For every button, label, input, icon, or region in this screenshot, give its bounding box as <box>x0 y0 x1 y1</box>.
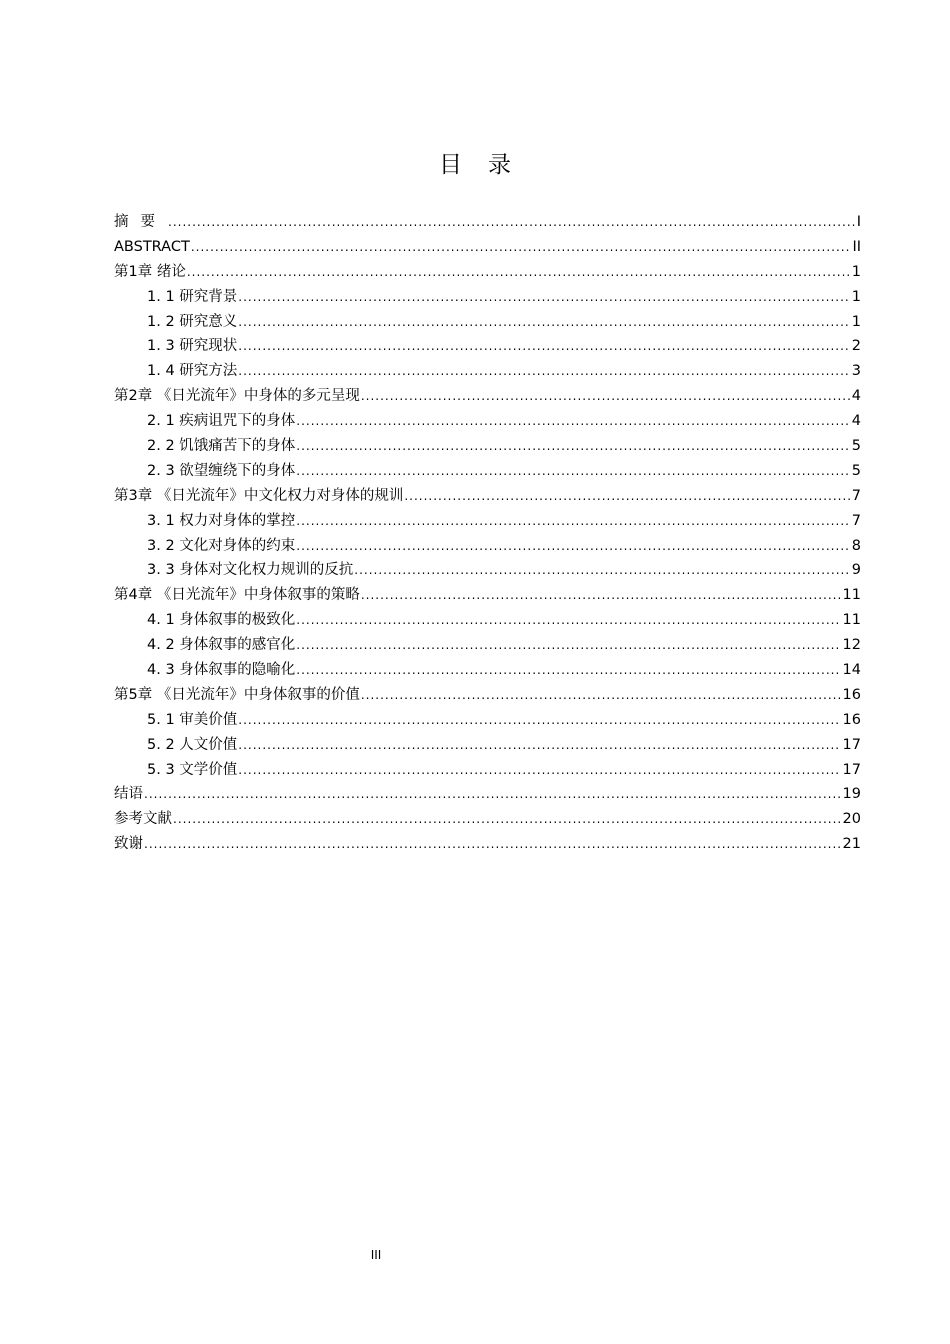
page-title: 目录 <box>439 152 537 178</box>
toc-dot-leader <box>296 409 849 434</box>
toc-dot-leader <box>296 608 840 633</box>
toc-entry[interactable] <box>114 683 861 708</box>
toc-entry-page: 8 <box>851 537 861 554</box>
toc-entry[interactable] <box>114 285 861 310</box>
toc-entry[interactable] <box>114 583 861 608</box>
toc-entry-label: 5. 1 审美价值 <box>147 711 238 728</box>
toc-dot-leader <box>144 782 841 807</box>
toc-dot-leader <box>296 658 840 683</box>
toc-entry[interactable] <box>114 310 861 335</box>
toc-dot-leader <box>168 210 855 235</box>
toc-entry-page: 19 <box>842 786 861 803</box>
toc-dot-leader <box>238 733 840 758</box>
toc-entry[interactable] <box>114 558 861 583</box>
toc-dot-leader <box>238 310 849 335</box>
toc-entry-page: 14 <box>842 662 861 679</box>
toc-dot-leader <box>296 534 849 559</box>
toc-entry-page: 5 <box>851 438 861 455</box>
toc-entry-page: 3 <box>851 363 861 380</box>
toc-dot-leader <box>296 459 849 484</box>
toc-entry[interactable] <box>114 733 861 758</box>
toc-entry[interactable] <box>114 484 861 509</box>
toc-entry-page: 1 <box>851 313 861 330</box>
toc-entry-page: 20 <box>842 811 861 828</box>
toc-entry-label: 致谢 <box>114 836 143 853</box>
toc-dot-leader <box>404 484 849 509</box>
toc-entry[interactable] <box>114 409 861 434</box>
toc-dot-leader <box>144 832 841 857</box>
toc-dot-leader <box>296 434 849 459</box>
toc-entry[interactable] <box>114 708 861 733</box>
toc-entry-page: 17 <box>842 736 861 753</box>
toc-entry-label: 5. 2 人文价值 <box>147 736 238 753</box>
toc-entry[interactable] <box>114 832 861 857</box>
toc-entry-label: 1. 1 研究背景 <box>147 288 238 305</box>
toc-entry-label: 第1章 绪论 <box>114 263 186 280</box>
toc-dot-leader <box>361 583 841 608</box>
toc-entry[interactable] <box>114 608 861 633</box>
toc-dot-leader <box>173 807 841 832</box>
toc-entry-label: 第2章 《日光流年》中身体的多元呈现 <box>114 388 360 405</box>
toc-dot-leader <box>354 558 849 583</box>
toc-entry-label: ABSTRACT <box>114 238 190 255</box>
toc-dot-leader <box>238 334 849 359</box>
toc-entry[interactable] <box>114 459 861 484</box>
toc-dot-leader <box>187 260 850 285</box>
toc-entry-page: 11 <box>842 612 861 629</box>
toc-dot-leader <box>238 758 840 783</box>
toc-entry-page: 17 <box>842 761 861 778</box>
toc-entry[interactable] <box>114 658 861 683</box>
toc-entry-page: 1 <box>851 288 861 305</box>
toc-entry[interactable] <box>114 534 861 559</box>
toc-entry[interactable] <box>114 235 861 260</box>
toc-entry[interactable] <box>114 210 861 235</box>
toc-entry-label: 3. 3 身体对文化权力规训的反抗 <box>147 562 354 579</box>
table-of-contents <box>114 210 861 857</box>
toc-entry[interactable] <box>114 758 861 783</box>
toc-dot-leader <box>361 384 850 409</box>
toc-dot-leader <box>238 708 840 733</box>
toc-entry-label: 摘要 <box>114 214 167 230</box>
toc-entry[interactable] <box>114 633 861 658</box>
toc-entry-page: 16 <box>842 686 861 703</box>
toc-entry[interactable] <box>114 509 861 534</box>
toc-entry-label: 4. 3 身体叙事的隐喻化 <box>147 662 296 679</box>
toc-entry-page: 11 <box>842 587 861 604</box>
toc-entry-page: II <box>852 238 861 255</box>
toc-dot-leader <box>296 633 840 658</box>
toc-entry-page: 7 <box>851 512 861 529</box>
toc-entry-label: 参考文献 <box>114 811 172 828</box>
toc-entry-label: 2. 1 疾病诅咒下的身体 <box>147 413 296 430</box>
toc-entry-label: 2. 3 欲望缠绕下的身体 <box>147 462 296 479</box>
toc-dot-leader <box>238 285 849 310</box>
toc-entry[interactable] <box>114 807 861 832</box>
toc-entry-label: 4. 1 身体叙事的极致化 <box>147 612 296 629</box>
toc-dot-leader <box>361 683 841 708</box>
toc-dot-leader <box>238 359 849 384</box>
toc-entry-label: 1. 2 研究意义 <box>147 313 238 330</box>
toc-entry-page: I <box>856 214 861 230</box>
toc-entry-page: 1 <box>851 263 861 280</box>
toc-entry-label: 3. 1 权力对身体的掌控 <box>147 512 296 529</box>
toc-entry-label: 1. 3 研究现状 <box>147 338 238 355</box>
toc-entry-page: 16 <box>842 711 861 728</box>
toc-dot-leader <box>191 235 851 260</box>
toc-entry-label: 2. 2 饥饿痛苦下的身体 <box>147 438 296 455</box>
toc-entry-label: 5. 3 文学价值 <box>147 761 238 778</box>
toc-entry[interactable] <box>114 334 861 359</box>
toc-entry-label: 3. 2 文化对身体的约束 <box>147 537 296 554</box>
toc-entry-page: 21 <box>842 836 861 853</box>
toc-entry[interactable] <box>114 384 861 409</box>
toc-entry[interactable] <box>114 782 861 807</box>
toc-entry[interactable] <box>114 359 861 384</box>
toc-entry[interactable] <box>114 260 861 285</box>
toc-entry-label: 1. 4 研究方法 <box>147 363 238 380</box>
page-number: III <box>370 1248 382 1262</box>
toc-dot-leader <box>296 509 849 534</box>
toc-entry-label: 第5章 《日光流年》中身体叙事的价值 <box>114 686 360 703</box>
toc-entry-page: 9 <box>851 562 861 579</box>
toc-entry[interactable] <box>114 434 861 459</box>
toc-entry-label: 结语 <box>114 786 143 803</box>
toc-entry-page: 12 <box>842 637 861 654</box>
toc-entry-label: 第4章 《日光流年》中身体叙事的策略 <box>114 587 360 604</box>
toc-entry-page: 5 <box>851 462 861 479</box>
toc-entry-page: 4 <box>851 388 861 405</box>
toc-entry-page: 2 <box>851 338 861 355</box>
toc-entry-page: 4 <box>851 413 861 430</box>
toc-entry-page: 7 <box>851 487 861 504</box>
toc-entry-label: 第3章 《日光流年》中文化权力对身体的规训 <box>114 487 404 504</box>
toc-entry-label: 4. 2 身体叙事的感官化 <box>147 637 296 654</box>
